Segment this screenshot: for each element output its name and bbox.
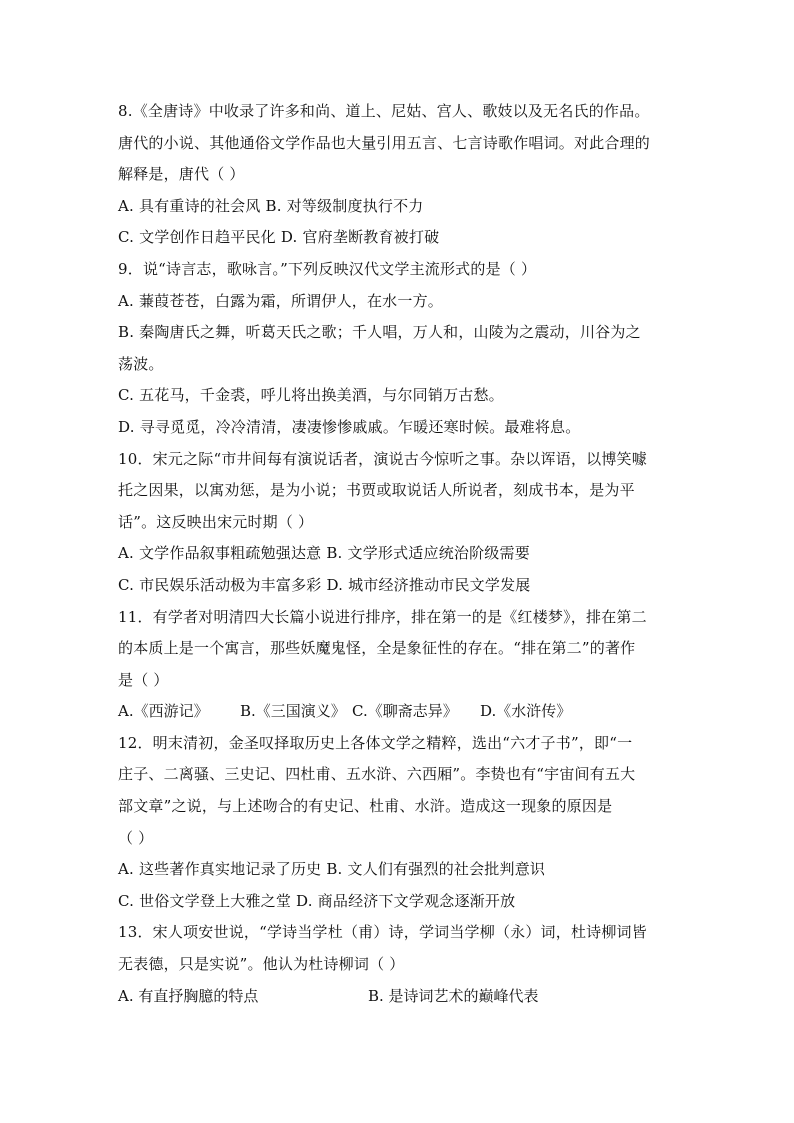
question-stem-line: 12．明末清初，金圣叹择取历史上各体文学之精粹，选出“六才子书”，即“一 (118, 733, 633, 752)
answer-option-d: D.《水浒传》 (480, 702, 572, 721)
question-11 (118, 602, 678, 728)
answer-options-row (118, 981, 678, 1013)
question-stem-line: 庄子、二离骚、三史记、四杜甫、五水浒、六西厢”。李贽也有“宇宙间有五大 (118, 765, 636, 784)
answer-options-line: A. 文学作品叙事粗疏勉强达意 B. 文学形式适应统治阶级需要 (118, 544, 530, 563)
answer-option-d: D. 寻寻觅觅，冷冷清清，凄凄惨惨戚戚。乍暖还寒时候。最难将息。 (118, 417, 581, 436)
answer-options-line: A. 这些著作真实地记录了历史 B. 文人们有强烈的社会批判意识 (118, 860, 546, 879)
answer-option-b: B. 秦陶唐氏之舞，听葛天氏之歌；千人唱，万人和，山陵为之震动，川谷为之 (118, 323, 641, 342)
question-stem-line: 唐代的小说、其他通俗文学作品也大量引用五言、七言诗歌作唱词。对此合理的 (118, 133, 651, 152)
question-stem-line: 话”。这反映出宋元时期（ ） (118, 512, 314, 531)
answer-options-line: C. 文学创作日趋平民化 D. 官府垄断教育被打破 (118, 228, 440, 247)
question-stem-line: 是（ ） (118, 670, 169, 689)
question-stem-line: 托之因果，以寓劝惩，是为小说；书贾或取说话人所说者，刻成书本，是为平 (118, 481, 635, 500)
question-12 (118, 728, 678, 918)
exam-page (118, 96, 678, 1012)
question-8 (118, 96, 678, 254)
question-stem-line: 9．说“诗言志，歌咏言。”下列反映汉代文学主流形式的是（ ） (118, 259, 537, 278)
answer-options-line: A. 具有重诗的社会风 B. 对等级制度执行不力 (118, 196, 424, 215)
question-stem-line: 部文章”之说，与上述吻合的有史记、杜甫、水浒。造成这一现象的原因是 (118, 797, 613, 816)
answer-option-c: C. 五花马，千金裘，呼儿将出换美酒，与尔同销万古愁。 (118, 386, 504, 405)
answer-option-a: A. 蒹葭苍苍，白露为霜，所谓伊人，在水一方。 (118, 291, 443, 310)
question-stem-line: 10．宋元之际“市井间每有演说话者，演说古今惊听之事。杂以诨语，以博笑噱 (118, 449, 647, 468)
answer-options-line: C. 世俗文学登上大雅之堂 D. 商品经济下文学观念逐渐开放 (118, 891, 516, 910)
question-10 (118, 444, 678, 602)
answer-option-b: B.《三国演义》 (240, 702, 346, 721)
answer-options-row (118, 696, 678, 728)
answer-option-b-continued: 荡波。 (118, 354, 164, 373)
question-9 (118, 254, 678, 444)
question-stem-line: 8.《全唐诗》中收录了许多和尚、道上、尼姑、宫人、歌妓以及无名氏的作品。 (118, 102, 650, 120)
question-stem-line: （ ） (118, 828, 154, 847)
answer-option-a: A.《西游记》 (118, 702, 209, 721)
answer-option-b: B. 是诗词艺术的巅峰代表 (368, 986, 539, 1005)
question-13 (118, 917, 678, 1012)
question-stem-line: 13．宋人项安世说，“学诗当学杜（甫）诗，学词当学柳（永）词，杜诗柳词皆 (118, 923, 647, 942)
answer-option-a: A. 有直抒胸臆的特点 (118, 986, 259, 1005)
question-stem-line: 无表德，只是实说”。他认为杜诗柳词（ ） (118, 955, 405, 974)
question-stem-line: 的本质上是一个寓言，那些妖魔鬼怪，全是象征性的存在。“排在第二”的著作 (118, 639, 636, 658)
question-stem-line: 解释是，唐代（ ） (118, 165, 245, 184)
answer-options-line: C. 市民娱乐活动极为丰富多彩 D. 城市经济推动市民文学发展 (118, 575, 531, 594)
question-stem-line: 11．有学者对明清四大长篇小说进行排序，排在第一的是《红楼梦》，排在第二 (118, 607, 647, 626)
answer-option-c: C.《聊斋志异》 (352, 702, 458, 721)
